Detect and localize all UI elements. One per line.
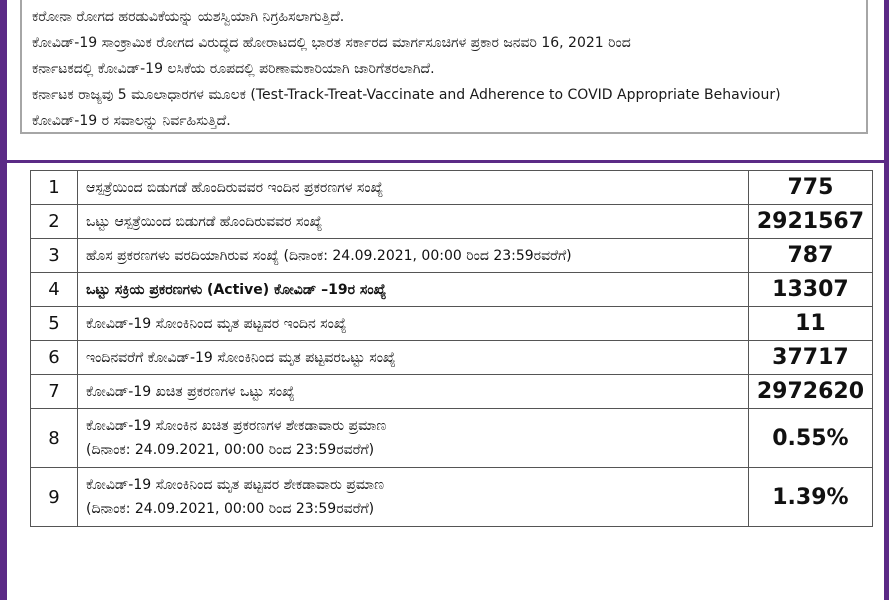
table-row	[31, 468, 873, 527]
covid-stats-table	[30, 170, 873, 527]
row-label: ಕೋವಿಡ್-19 ಖಚಿತ ಪ್ರಕರಣಗಳ ಒಟ್ಟು ಸಂಖ್ಯೆ	[78, 375, 749, 409]
row-value: 11	[748, 307, 872, 341]
table-row	[31, 205, 873, 239]
frame-left-border	[0, 0, 7, 600]
row-number: 5	[31, 307, 78, 341]
row-number: 1	[31, 171, 78, 205]
table-row	[31, 273, 873, 307]
table-row	[31, 171, 873, 205]
row-value: 787	[748, 239, 872, 273]
row-number: 8	[31, 409, 78, 468]
row-label: ಹೊಸ ಪ್ರಕರಣಗಳು ವರದಿಯಾಗಿರುವ ಸಂಖ್ಯೆ (ದಿನಾಂಕ: 24.09.2021, 00:00 ರಿಂದ 23:59ರವರೆಗೆ)	[78, 239, 749, 273]
frame-right-border	[884, 0, 889, 600]
row-number: 4	[31, 273, 78, 307]
notice-box	[20, 0, 868, 134]
row-label: ಕೋವಿಡ್-19 ಸೋಂಕಿನಿಂದ ಮೃತ ಪಟ್ಟವರ ಇಂದಿನ ಸಂಖ್ಯೆ	[78, 307, 749, 341]
row-value: 13307	[748, 273, 872, 307]
table-row	[31, 239, 873, 273]
row-number: 7	[31, 375, 78, 409]
notice-line-2: ಕೋವಿಡ್-19 ಸಾಂಕ್ರಾಮಿಕ ರೋಗದ ವಿರುದ್ಧದ ಹೋರಾಟದಲ್ಲಿ ಭಾರತ ಸರ್ಕಾರದ ಮಾರ್ಗಸೂಚಿಗಳ ಪ್ರಕಾರ ಜನವರಿ 16, 2021 ರಿಂದ	[32, 35, 631, 51]
row-value: 2921567	[748, 205, 872, 239]
row-value: 775	[748, 171, 872, 205]
notice-line-3: ಕರ್ನಾಟಕದಲ್ಲಿ ಕೋವಿಡ್-19 ಲಸಿಕೆಯ ರೂಪದಲ್ಲಿ ಪರಿಣಾಮಕಾರಿಯಾಗಿ ಜಾರಿಗೆತರಲಾಗಿದೆ.	[32, 61, 435, 77]
row-label: ಆಸ್ಪತ್ರೆಯಿಂದ ಬಿಡುಗಡೆ ಹೊಂದಿರುವವರ ಇಂದಿನ ಪ್ರಕರಣಗಳ ಸಂಖ್ಯೆ	[78, 171, 749, 205]
row-label-cell	[78, 468, 749, 527]
row-label: ಕೋವಿಡ್-19 ಸೋಂಕಿನ ಖಚಿತ ಪ್ರಕರಣಗಳ ಶೇಕಡಾವಾರು ಪ್ರಮಾಣ	[86, 418, 387, 434]
row-label: ಒಟ್ಟು ಸಕ್ರಿಯ ಪ್ರಕರಣಗಳು (Active) ಕೋವಿಡ್ –19ರ ಸಂಖ್ಯೆ	[78, 273, 749, 307]
notice-line-1: ಕರೋನಾ ರೋಗದ ಹರಡುವಿಕೆಯನ್ನು ಯಶಸ್ವಿಯಾಗಿ ನಿಗ್ರಹಿಸಲಾಗುತ್ತಿದೆ.	[32, 9, 345, 25]
row-number: 6	[31, 341, 78, 375]
notice-line-4: ಕರ್ನಾಟಕ ರಾಜ್ಯವು 5 ಮೂಲಾಧಾರಗಳ ಮೂಲಕ (Test-Track-Treat-Vaccinate and Adherence to COVID Appropriate Behaviour) ಕೋವಿಡ್-19 ರ ಸವಾಲನ್ನು ನಿರ್ವಹಿಸುತ್ತಿದೆ.	[32, 87, 781, 129]
row-number: 2	[31, 205, 78, 239]
row-number: 9	[31, 468, 78, 527]
row-label: ಒಟ್ಟು ಆಸ್ಪತ್ರೆಯಿಂದ ಬಿಡುಗಡೆ ಹೊಂದಿರುವವರ ಸಂಖ್ಯೆ	[78, 205, 749, 239]
table-row	[31, 375, 873, 409]
row-label-cell	[78, 409, 749, 468]
row-date-note: (ದಿನಾಂಕ: 24.09.2021, 00:00 ರಿಂದ 23:59ರವರೆಗೆ)	[86, 501, 375, 517]
table-row	[31, 409, 873, 468]
row-value: 37717	[748, 341, 872, 375]
section-divider	[0, 160, 889, 163]
row-label: ಕೋವಿಡ್-19 ಸೋಂಕಿನಿಂದ ಮೃತ ಪಟ್ಟವರ ಶೇಕಡಾವಾರು ಪ್ರಮಾಣ	[86, 477, 385, 493]
row-value: 1.39%	[748, 468, 872, 527]
row-label: ಇಂದಿನವರೆಗೆ ಕೋವಿಡ್-19 ಸೋಂಕಿನಿಂದ ಮೃತ ಪಟ್ಟವರಒಟ್ಟು ಸಂಖ್ಯೆ	[78, 341, 749, 375]
table-row	[31, 341, 873, 375]
row-value: 2972620	[748, 375, 872, 409]
row-number: 3	[31, 239, 78, 273]
row-date-note: (ದಿನಾಂಕ: 24.09.2021, 00:00 ರಿಂದ 23:59ರವರೆಗೆ)	[86, 442, 375, 458]
row-value: 0.55%	[748, 409, 872, 468]
table-row	[31, 307, 873, 341]
